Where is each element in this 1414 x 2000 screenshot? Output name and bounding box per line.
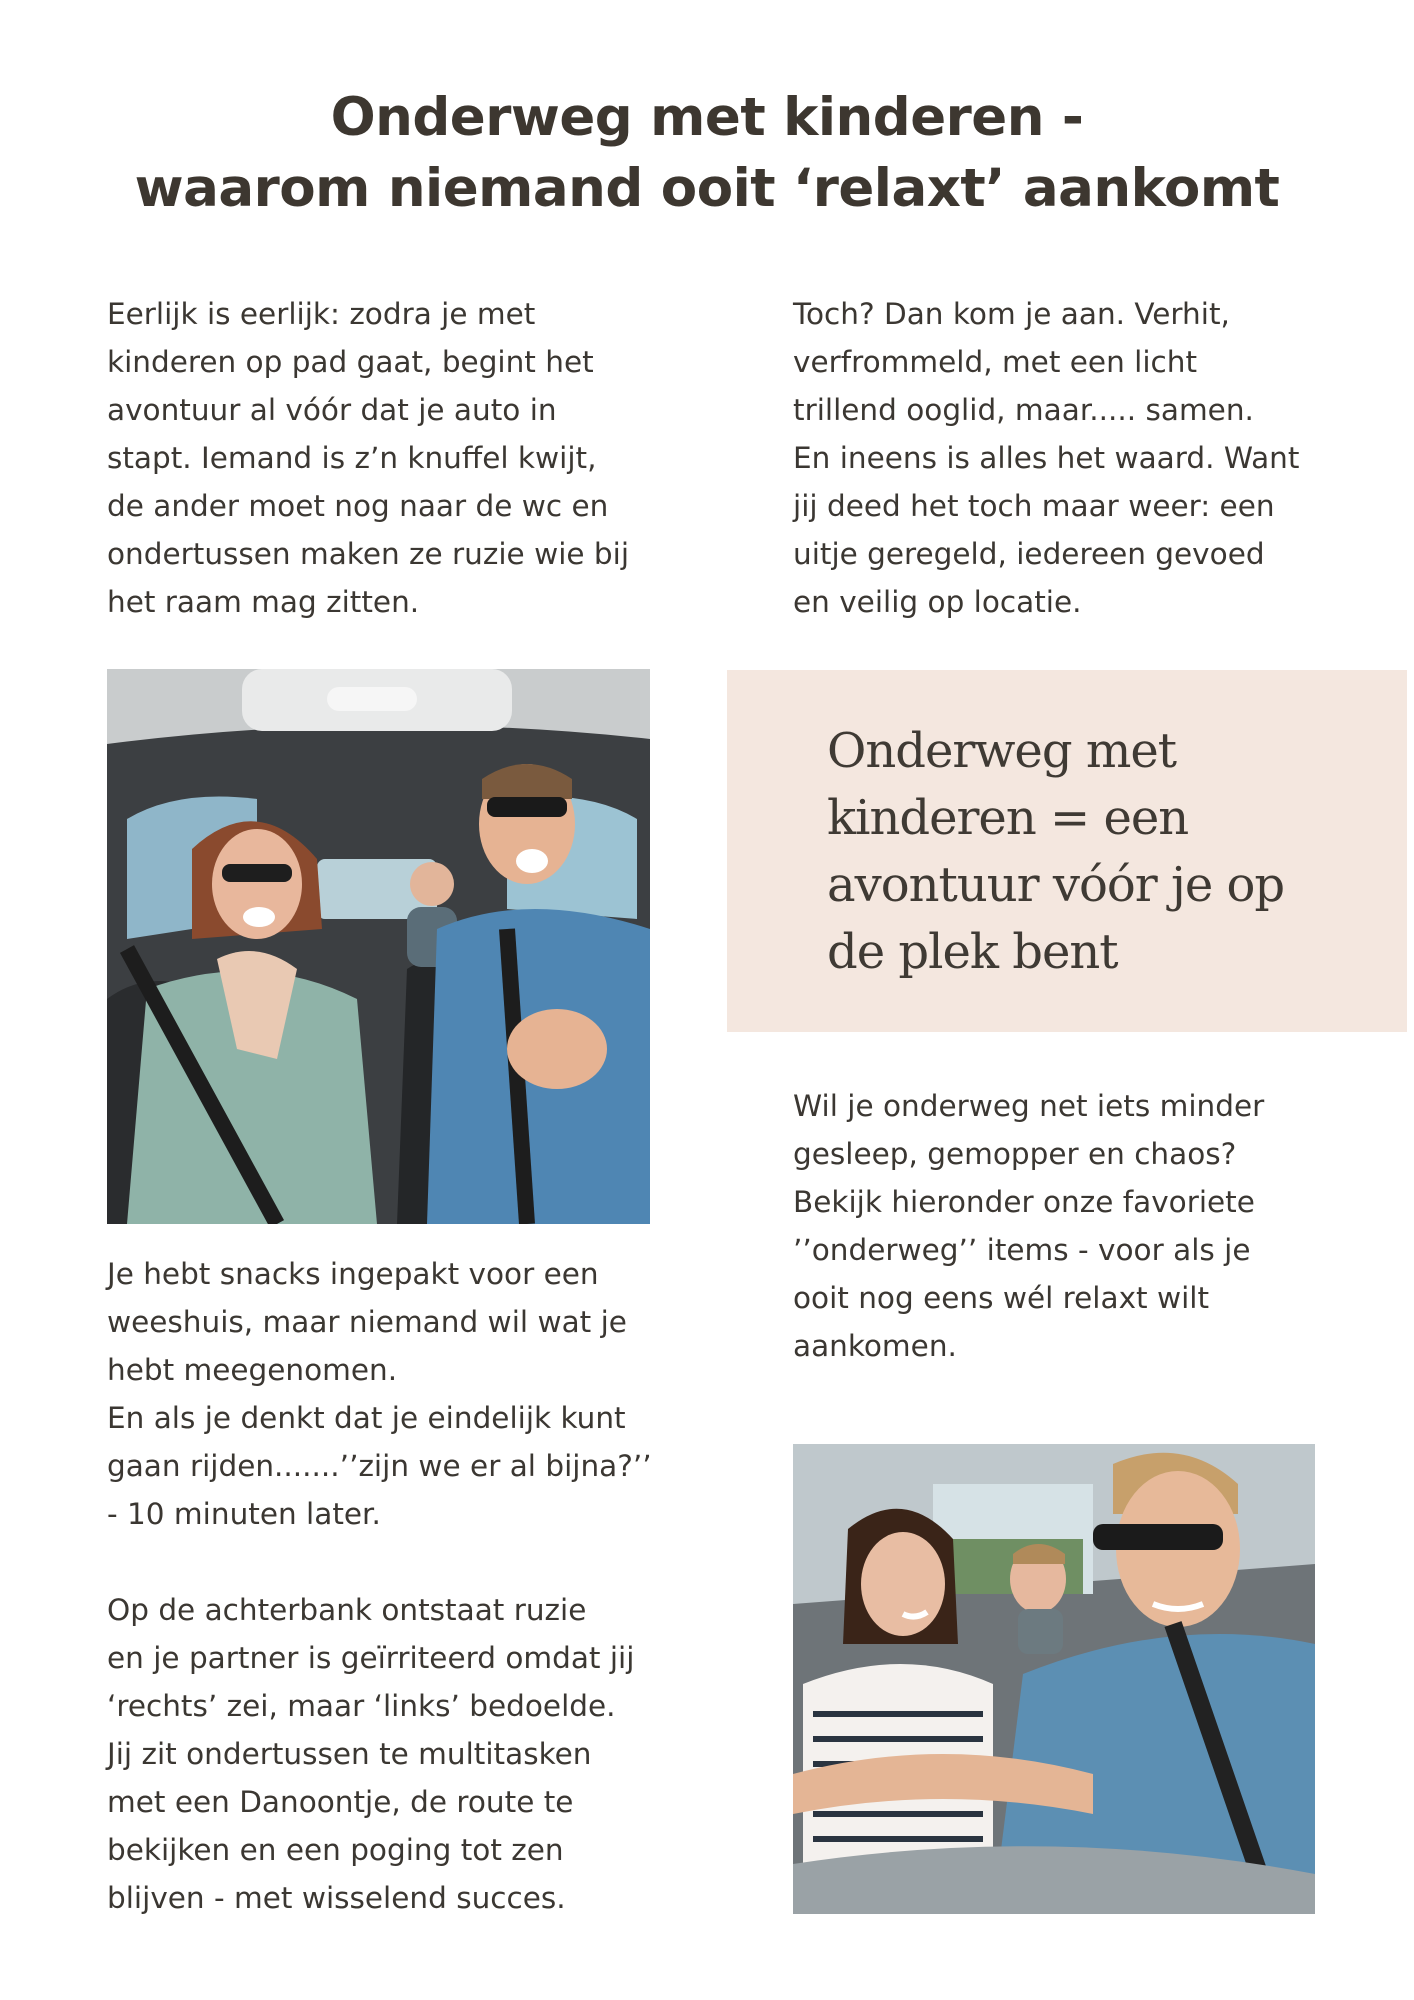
title-line-1: Onderweg met kinderen -	[330, 87, 1084, 148]
text-line: ‘rechts’ zei, maar ‘links’ bedoelde.	[107, 1689, 616, 1723]
text-line: Toch? Dan kom je aan. Verhit,	[793, 297, 1230, 331]
text-line: Jij zit ondertussen te multitasken	[107, 1737, 592, 1771]
quote-line: kinderen = een	[827, 790, 1189, 846]
text-line: en je partner is geïrriteerd omdat jij	[107, 1641, 635, 1675]
text-line: blijven - met wisselend succes.	[107, 1881, 566, 1915]
text-line: gesleep, gemopper en chaos?	[793, 1137, 1237, 1171]
text-line: ’’onderweg’’ items - voor als je	[793, 1233, 1251, 1267]
text-line: jij deed het toch maar weer: een	[793, 489, 1275, 523]
quote-line: de plek bent	[827, 924, 1118, 980]
text-line: aankomen.	[793, 1329, 957, 1363]
text-line: Op de achterbank ontstaat ruzie	[107, 1593, 587, 1627]
text-line: Eerlijk is eerlijk: zodra je met	[107, 297, 536, 331]
intro-right-paragraph	[793, 290, 1299, 626]
text-line: ooit nog eens wél relaxt wilt	[793, 1281, 1210, 1315]
text-line: Bekijk hieronder onze favoriete	[793, 1185, 1255, 1219]
text-line: trillend ooglid, maar..... samen.	[793, 393, 1254, 427]
quote-line: Onderweg met	[827, 723, 1177, 779]
page-title	[0, 82, 1414, 224]
text-line: avontuur al vóór dat je auto in	[107, 393, 557, 427]
title-line-2: waarom niemand ooit ‘relaxt’ aankomt	[134, 158, 1280, 219]
text-line: Je hebt snacks ingepakt voor een	[107, 1257, 599, 1291]
text-line: de ander moet nog naar de wc en	[107, 489, 609, 523]
text-line: verfrommeld, met een licht	[793, 345, 1198, 379]
snacks-paragraph	[107, 1250, 652, 1922]
text-line: met een Danoontje, de route te	[107, 1785, 574, 1819]
text-line: uitje geregeld, iedereen gevoed	[793, 537, 1265, 571]
text-line: ondertussen maken ze ruzie wie bij	[107, 537, 630, 571]
text-line: En ineens is alles het waard. Want	[793, 441, 1300, 475]
text-line: en veilig op locatie.	[793, 585, 1082, 619]
pull-quote	[827, 718, 1284, 986]
text-line: weeshuis, maar niemand wil wat je	[107, 1305, 627, 1339]
text-line: kinderen op pad gaat, begint het	[107, 345, 594, 379]
cta-paragraph	[793, 1082, 1264, 1370]
text-line: stapt. Iemand is z’n knuffel kwijt,	[107, 441, 597, 475]
text-line: bekijken en een poging tot zen	[107, 1833, 564, 1867]
text-line: En als je denkt dat je eindelijk kunt	[107, 1401, 626, 1435]
family-driving-photo	[793, 1444, 1315, 1914]
quote-box	[727, 670, 1407, 1032]
text-line: hebt meegenomen.	[107, 1353, 398, 1387]
quote-line: avontuur vóór je op	[827, 857, 1285, 913]
family-car-photo	[107, 669, 650, 1224]
text-line: gaan rijden.......’’zijn we er al bijna?’’	[107, 1449, 652, 1483]
text-line: het raam mag zitten.	[107, 585, 420, 619]
text-line: Wil je onderweg net iets minder	[793, 1089, 1265, 1123]
text-line: - 10 minuten later.	[107, 1497, 381, 1531]
intro-left-paragraph	[107, 290, 629, 626]
